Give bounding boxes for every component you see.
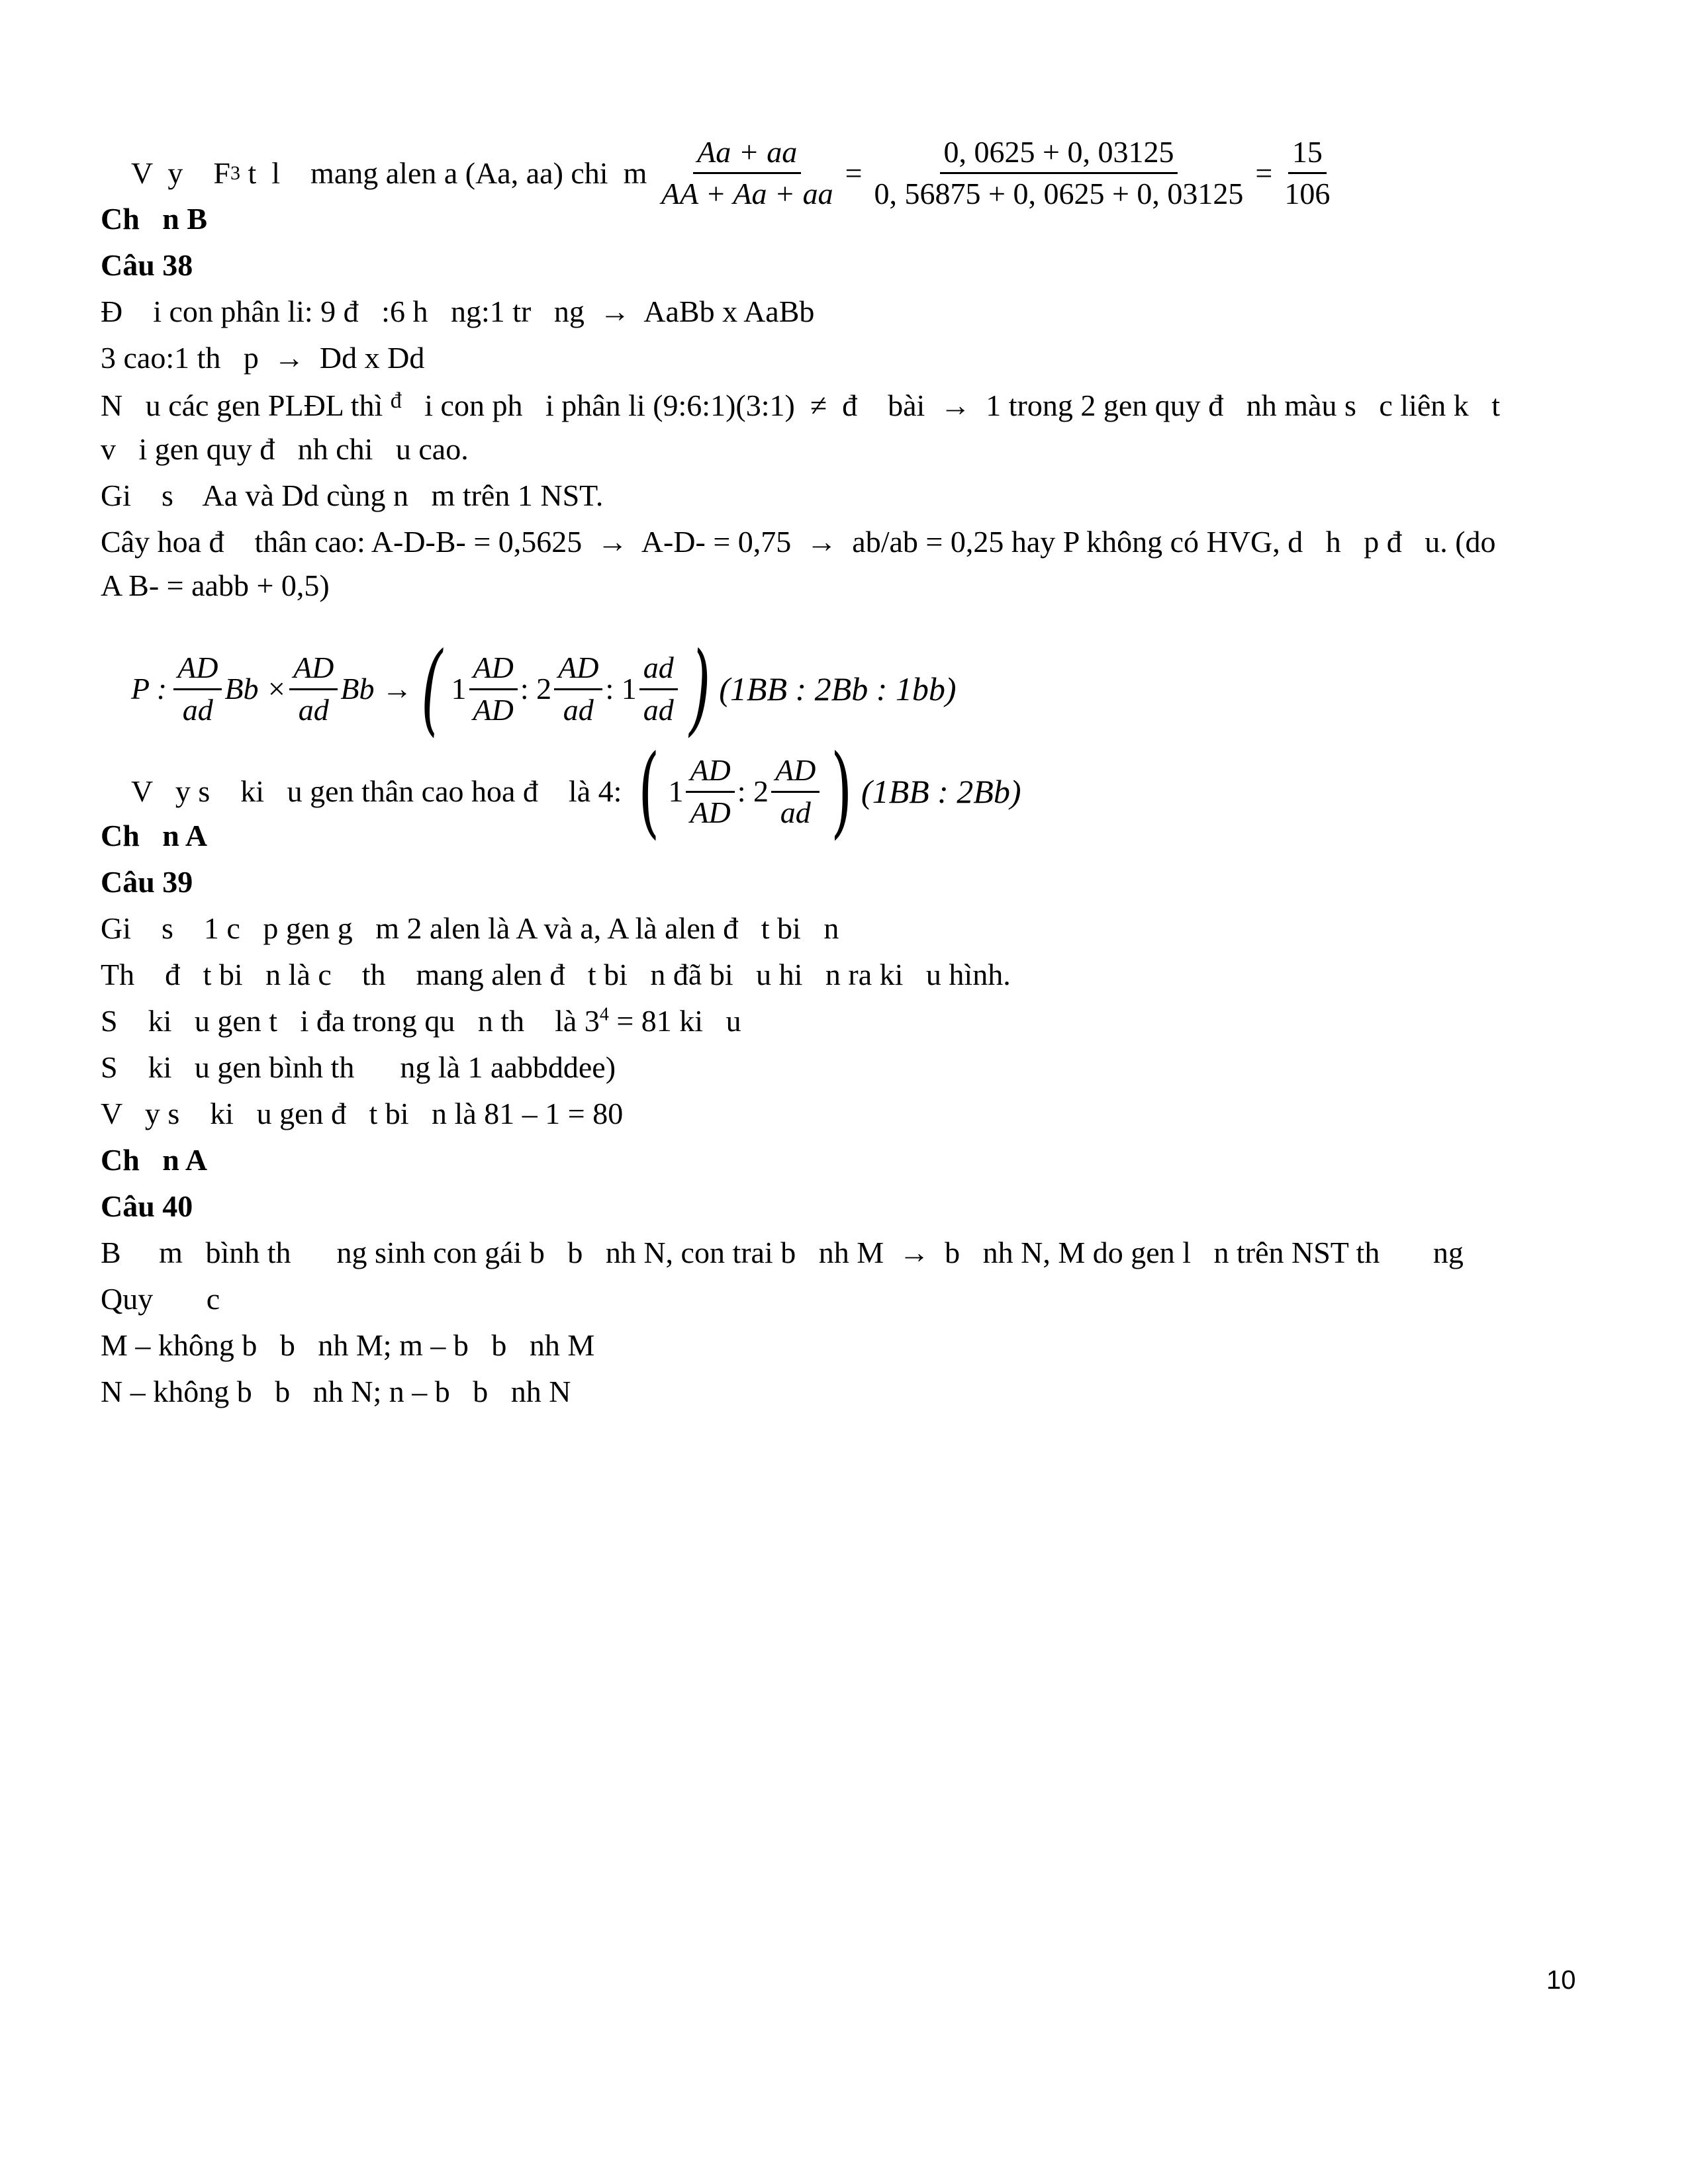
genotype-fraction	[771, 754, 820, 829]
fraction-numerator: AD	[289, 652, 338, 690]
q39-line-3	[101, 1006, 741, 1036]
fraction-numerator: Aa + aa	[693, 136, 801, 174]
fraction-numerator: 0, 0625 + 0, 03125	[940, 136, 1178, 174]
q39-line-2: Th đ t bi n là c th mang alen đ t bi n đã bi u hi n ra ki u hình.	[101, 958, 1011, 991]
q40-line-3: M – không b b nh M; m – b b nh M	[101, 1328, 595, 1362]
q38-line-4: v i gen quy đ nh chi u cao.	[101, 432, 469, 466]
q38-line-3-start: N u các gen PLĐL thì	[101, 388, 391, 422]
cross-bb-arrow: Bb →	[340, 672, 412, 705]
fraction-numerator: AD	[686, 754, 734, 792]
q40-line-4: N – không b b nh N; n – b b nh N	[101, 1375, 571, 1408]
fraction-denominator: AD	[473, 692, 514, 727]
fraction-denominator: AD	[690, 795, 731, 829]
equals-sign: =	[845, 156, 863, 190]
q38-line-3-raised: đ	[390, 388, 402, 413]
question-38-heading: Câu 38	[101, 248, 193, 282]
q39-line-5: V y s ki u gen đ t bi n là 81 – 1 = 80	[101, 1097, 624, 1130]
fraction-denominator: ad	[563, 692, 594, 727]
ratio-fraction-3	[1280, 136, 1334, 210]
genotype-fraction	[686, 754, 734, 829]
cross-p-label: P :	[131, 672, 167, 705]
q38-line-2: 3 cao:1 th p → Dd x Dd	[101, 341, 425, 375]
q39-line-1: Gi s 1 c p gen g m 2 alen là A và a, A là alen đ t bi n	[101, 911, 839, 945]
page-number: 10	[1546, 1966, 1576, 1995]
question-39-heading: Câu 39	[101, 865, 193, 899]
q39-line-3-start: S ki u gen t i đa trong qu n th là 3	[101, 1004, 600, 1038]
coef-2: : 2	[737, 774, 769, 808]
cross-bb-times: Bb ×	[224, 672, 287, 705]
fraction-denominator: ad	[298, 692, 329, 727]
q38-line-1: Đ i con phân li: 9 đ :6 h ng:1 tr ng → AaBb x AaBb	[101, 295, 815, 328]
f3-text-start: V y F	[131, 156, 230, 190]
fraction-numerator: AD	[554, 652, 602, 690]
ratio-fraction-1	[657, 136, 837, 210]
coef-3: : 1	[605, 672, 637, 705]
f3-text-rest: t l mang alen a (Aa, aa) chi m	[240, 156, 655, 190]
fraction-denominator: ad	[182, 692, 213, 727]
cross-equation	[101, 612, 957, 747]
exponent: 4	[599, 1004, 609, 1025]
fraction-numerator: AD	[469, 652, 518, 690]
question-40-heading: Câu 40	[101, 1189, 193, 1223]
fraction-denominator: ad	[643, 692, 674, 727]
right-paren: )	[831, 734, 853, 849]
left-paren: (	[421, 631, 443, 747]
fraction-denominator: AA + Aa + aa	[661, 177, 833, 211]
q38-line-5: Gi s Aa và Dd cùng n m trên 1 NST.	[101, 478, 604, 512]
fraction-numerator: AD	[173, 652, 222, 690]
fraction-denominator: 106	[1284, 177, 1331, 211]
q38-line-7: A B- = aabb + 0,5)	[101, 569, 330, 602]
q38-line-6: Cây hoa đ thân cao: A-D-B- = 0,5625 → A-D- = 0,75 → ab/ab = 0,25 hay P không có HVG, d h p đ u. (do	[101, 525, 1496, 559]
fraction-numerator: 15	[1288, 136, 1327, 174]
fraction-denominator: ad	[780, 795, 811, 829]
coef-1: 1	[451, 672, 467, 705]
bb-ratio-tail: (1BB : 2Bb)	[861, 773, 1021, 810]
equals-sign: =	[1255, 156, 1273, 190]
right-paren: )	[688, 631, 711, 747]
coef-2: : 2	[520, 672, 552, 705]
q39-line-3-end: = 81 ki u	[608, 1004, 741, 1038]
answer-chon-a-38: Ch n A	[101, 819, 208, 852]
q38-line-8-text: V y s ki u gen thân cao hoa đ là 4:	[131, 774, 630, 808]
fraction-numerator: AD	[771, 754, 820, 792]
answer-chon-a-39: Ch n A	[101, 1143, 208, 1177]
ratio-fraction-2	[870, 136, 1248, 210]
fraction-denominator: 0, 56875 + 0, 0625 + 0, 03125	[874, 177, 1244, 211]
q40-line-1: B m bình th ng sinh con gái b b nh N, con trai b nh M → b nh N, M do gen l n trên NST th ng	[101, 1236, 1464, 1269]
q38-line-3-rest: i con ph i phân li (9:6:1)(3:1) ≠ đ bài → 1 trong 2 gen quy đ nh màu s c liên k t	[401, 388, 1501, 422]
left-paren: (	[638, 734, 660, 849]
bb-ratio-tail: (1BB : 2Bb : 1bb)	[719, 670, 957, 707]
answer-chon-b: Ch n B	[101, 202, 208, 236]
f3-ratio-line: V y F 3 t l mang alen a (Aa, aa) chi m $\frac{Aa + aa}{AA + Aa + aa}$ = $\frac{0, 0625 + 0, 03125}{0, 56875 + 0, 0625 + 0, 03125}$ = $\frac{15}{106}$	[101, 106, 1336, 241]
q40-line-2: Quy c	[101, 1282, 220, 1316]
q38-line-3	[101, 390, 1500, 421]
fraction-numerator: ad	[639, 652, 678, 690]
q39-line-4: S ki u gen bình th ng là 1 aabbddee)	[101, 1050, 616, 1084]
coef-1: 1	[668, 774, 684, 808]
